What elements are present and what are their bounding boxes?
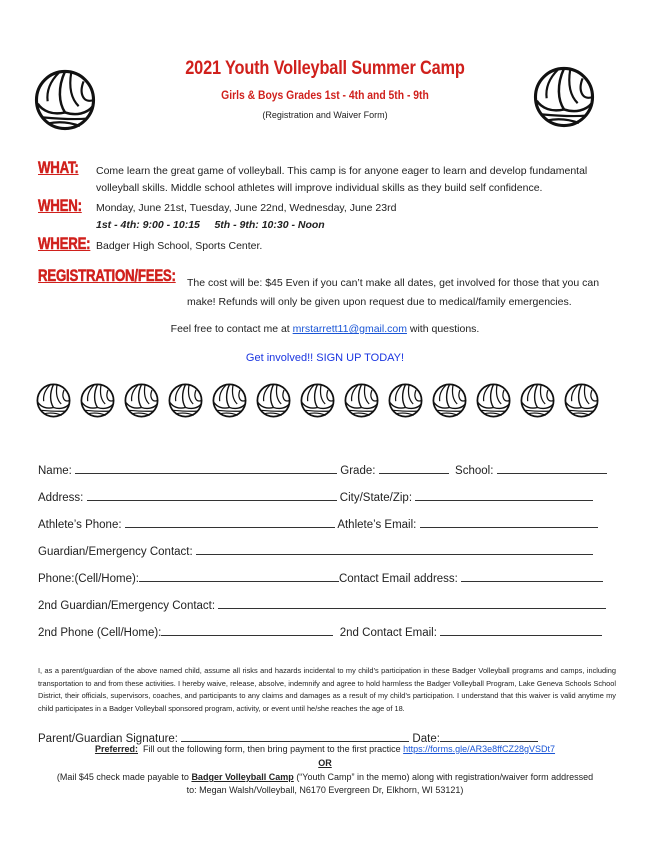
mail-payee: Badger Volleyball Camp (191, 772, 294, 782)
mail-line-2: to: Megan Walsh/Volleyball, N6170 Evergreen Dr, Elkhorn, WI 53121) (186, 785, 464, 795)
phone-label: Phone:(Cell/Home): (38, 573, 139, 585)
name-field[interactable] (75, 462, 337, 474)
contact-text: Feel free to contact me at (170, 323, 293, 335)
contact-text-end: with questions. (406, 323, 480, 335)
city-field[interactable] (415, 489, 593, 501)
volleyball-icon (344, 383, 379, 418)
or-divider: OR (318, 758, 332, 768)
school-field[interactable] (497, 462, 607, 474)
where-label: WHERE: (38, 234, 91, 253)
page-title: 2021 Youth Volleyball Summer Camp (185, 58, 465, 79)
waiver-text: I, as a parent/guardian of the above named child, assume all risks and hazards incidental to my child’s participation in these Badger Volleyball programs and camps, including transportation to and from these activities. I hereby waive, release, absolve, indemnify and agree to hold harmless the Badger Volleyball Program, Lake Geneva Schools School District, their officials, supervisors, coaches, and participants to any claims and damages as a result of my child’s participation. I understand that this waiver is valid anytime my child participates in a Badger Volleyball sponsored program, activity, or event until he/she reaches the age of 18. (38, 666, 616, 713)
volleyball-icon (212, 383, 247, 418)
contact-email-label: Contact Email address: (338, 573, 458, 585)
volleyball-icon (388, 383, 423, 418)
volleyball-icon (80, 383, 115, 418)
volleyball-icon (300, 383, 335, 418)
form-row-guardian (38, 543, 618, 558)
what-line-2: volleyball skills. Middle school athletes will improve individual skills as they build self confidence. (96, 182, 543, 194)
signature-row (38, 730, 618, 745)
what-line-1: Come learn the great game of volleyball. This camp is for anyone eager to learn and develop fundamental (96, 165, 588, 177)
what-label: WHAT: (38, 158, 79, 177)
school-label: School: (455, 465, 494, 477)
preferred-text: Fill out the following form, then bring payment to the first practice (138, 744, 404, 754)
address-field[interactable] (87, 489, 337, 501)
form-row-athlete (38, 516, 618, 531)
guardian2-label: 2nd Guardian/Emergency Contact: (38, 600, 216, 612)
date-field[interactable] (440, 730, 538, 742)
city-label: City/State/Zip: (339, 492, 413, 504)
grade-field[interactable] (379, 462, 449, 474)
athlete-email-field[interactable] (420, 516, 598, 528)
preferred-line (0, 744, 650, 754)
what-text (96, 163, 616, 197)
form-row-phone2 (38, 624, 618, 639)
guardian-label: Guardian/Emergency Contact: (38, 546, 193, 558)
contact-line (0, 321, 650, 338)
where-place: Badger High School, Sports Center. (96, 240, 263, 252)
fees-line-1: The cost will be: $45 Even if you can’t make all dates, get involved for those that you can (187, 277, 600, 289)
volleyball-icon (432, 383, 467, 418)
grade-label: Grade: (340, 465, 376, 477)
athlete-phone-label: Athlete’s Phone: (38, 519, 122, 531)
form-link[interactable]: https://forms.gle/AR3e8ffCZ28gVSDt7 (403, 744, 556, 754)
volleyball-icon (476, 383, 511, 418)
email2-label: 2nd Contact Email: (339, 627, 437, 639)
page-subtitle: Girls & Boys Grades 1st - 4th and 5th - 9th (221, 90, 429, 102)
phone2-label: 2nd Phone (Cell/Home): (38, 627, 162, 639)
guardian2-field[interactable] (218, 597, 606, 609)
name-label: Name: (38, 465, 72, 477)
form-row-address (38, 489, 618, 504)
date-label: Date: (412, 733, 440, 745)
volleyball-icon (36, 383, 71, 418)
athlete-phone-field[interactable] (125, 516, 335, 528)
address-label: Address: (38, 492, 84, 504)
when-text (96, 200, 616, 234)
when-dates: Monday, June 21st, Tuesday, June 22nd, Wednesday, June 23rd (96, 202, 397, 214)
athlete-email-label: Athlete’s Email: (337, 519, 417, 531)
volleyball-icon (520, 383, 555, 418)
signature-label: Parent/Guardian Signature: (38, 733, 179, 745)
when-label: WHEN: (38, 196, 82, 215)
phone-field[interactable] (139, 570, 339, 582)
form-row-phone (38, 570, 618, 585)
mail-text-end: (“Youth Camp” in the memo) along with registration/waiver form addressed (293, 772, 594, 782)
volleyball-icon (256, 383, 291, 418)
guardian-field[interactable] (196, 543, 593, 555)
volleyball-icon (168, 383, 203, 418)
signup-cta: Get involved!! SIGN UP TODAY! (245, 352, 405, 364)
volleyball-icon (124, 383, 159, 418)
mail-instructions (0, 771, 650, 797)
fees-line-2: make! Refunds will only be given upon request due to medical/family emergencies. (187, 296, 572, 308)
contact-email-field[interactable] (461, 570, 603, 582)
volleyball-row (36, 383, 621, 423)
signature-field[interactable] (181, 730, 409, 742)
preferred-label: Preferred: (94, 744, 138, 754)
fees-text (187, 275, 627, 311)
volleyball-icon (564, 383, 599, 418)
contact-email-link[interactable]: mrstarrett11@gmail.com (292, 323, 407, 335)
fees-label: REGISTRATION/FEES: (38, 266, 176, 285)
form-row-guardian2 (38, 597, 618, 612)
form-row-name (38, 462, 618, 477)
email2-field[interactable] (440, 624, 602, 636)
phone2-field[interactable] (161, 624, 333, 636)
form-note: (Registration and Waiver Form) (262, 110, 388, 120)
mail-text: (Mail $45 check made payable to (56, 772, 192, 782)
when-times: 1st - 4th: 9:00 - 10:15 5th - 9th: 10:30 - Noon (96, 219, 325, 231)
mail-line-1 (0, 771, 650, 784)
